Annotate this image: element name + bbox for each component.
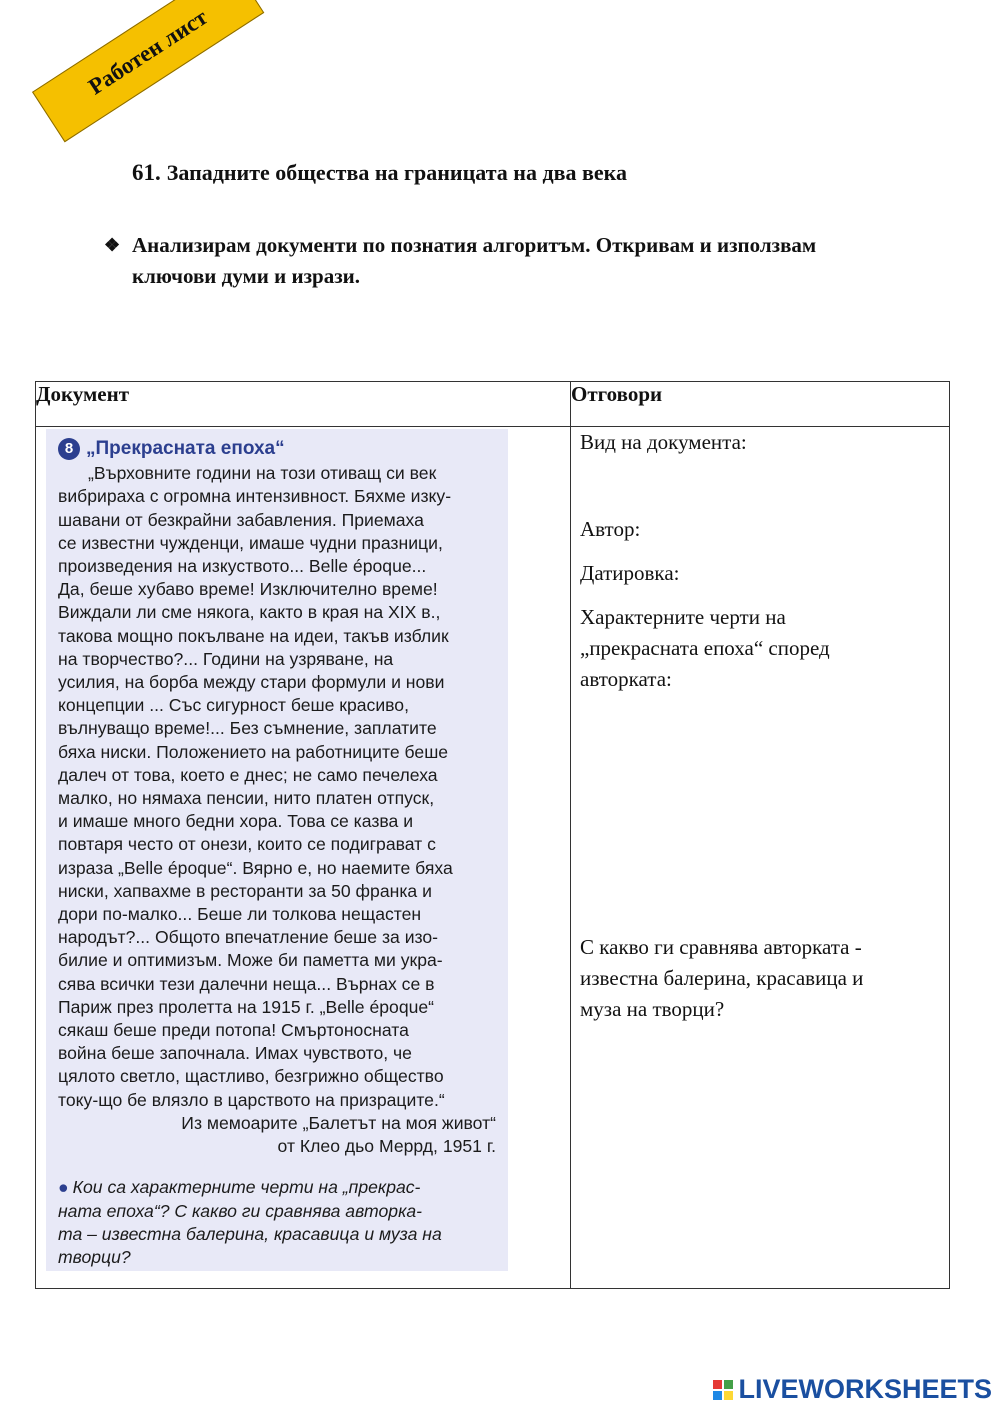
objective-line-1: Анализирам документи по познатия алгоритъм. Откривам и използвам: [132, 233, 817, 257]
lesson-title: [132, 160, 627, 186]
lesson-title-text: Западните общества на границата на два века: [166, 160, 627, 185]
document-line: ниски, хапвахме в ресторанти за 50 франка и: [58, 880, 432, 901]
document-number-badge: 8: [58, 438, 80, 460]
document-question: [58, 1176, 496, 1269]
document-line: бяха ниски. Положението на работниците беше: [58, 741, 449, 762]
document-line: концепции ... Със сигурност беше красиво,: [58, 695, 409, 716]
document-line: се известни чужденци, имаше чудни празници,: [58, 532, 443, 553]
header-answers: Отговори: [571, 382, 950, 427]
document-line: Виждали ли сме някога, както в края на XIX в.,: [58, 602, 441, 623]
document-line: дори по-малко... Беше ли толкова нещастен: [58, 904, 422, 925]
question-line: та – известна балерина, красавица и муза на: [58, 1223, 442, 1244]
banner-label: Работен лист: [83, 4, 212, 100]
document-cell: [36, 427, 571, 1289]
document-line: усилия, на борба между стари формули и нови: [58, 672, 445, 693]
liveworksheets-logo-icon: [713, 1380, 733, 1400]
lesson-objective: [104, 230, 944, 292]
answers-cell: [571, 427, 950, 1289]
document-line: сякаш беше преди потопа! Смъртоносната: [58, 1020, 409, 1041]
document-line: и имаше много бедни хора. Това се казва и: [58, 811, 414, 832]
document-title: „Прекрасната епоха“: [86, 438, 285, 459]
liveworksheets-logo: [713, 1374, 992, 1405]
document-line: далеч от това, което е днес; не само печелеха: [58, 764, 438, 785]
objective-line-2: ключови думи и изрази.: [132, 264, 360, 288]
document-line: израза „Belle époque“. Вярно е, но наемите бяха: [58, 857, 453, 878]
document-line: повтаря често от онези, които се подиграват с: [58, 834, 436, 855]
answer-dating[interactable]: Датировка:: [580, 561, 680, 585]
document-text: [58, 462, 496, 1112]
worksheet-banner: [32, 0, 264, 142]
answer-doc-type[interactable]: Вид на документа:: [580, 430, 747, 454]
document-line: Да, беше хубаво време! Изключително време!: [58, 579, 438, 600]
document-source-1: Из мемоарите „Балетът на моя живот“: [181, 1112, 496, 1133]
document-source-2: от Клео дьо Меррд, 1951 г.: [277, 1136, 496, 1157]
document-heading: [58, 437, 496, 460]
document-line: билие и оптимизъм. Може би паметта ми укра-: [58, 950, 443, 971]
diamond-bullet-icon: ❖: [104, 235, 121, 255]
document-excerpt: [46, 429, 508, 1271]
document-line: народът?... Общото впечатление беше за изо-: [58, 927, 439, 948]
document-line: вибрираха с огромна интензивност. Бяхме изку-: [58, 486, 452, 507]
document-line: произведения на изкуството... Belle époque...: [58, 556, 427, 577]
document-line: „Върховните години на този отиващ си век: [88, 463, 437, 484]
document-line: цялото светло, щастливо, безгрижно общество: [58, 1066, 444, 1087]
question-line: ната епоха“? С какво ги сравнява авторка-: [58, 1200, 423, 1221]
document-line: вълнуващо време!... Без съмнение, заплатите: [58, 718, 437, 739]
document-line: такова мощно покълване на идеи, такъв изблик: [58, 625, 449, 646]
question-bullet-icon: ●: [58, 1177, 69, 1198]
document-line: на творчество?... Години на узряване, на: [58, 648, 394, 669]
question-line: ● Кои са характерните черти на „прекрас-: [58, 1177, 421, 1198]
answer-features[interactable]: Характерните черти на „прекрасната епоха“ според авторката:: [580, 605, 830, 691]
answer-comparison[interactable]: С какво ги сравнява авторката - известна балерина, красавица и муза на творци?: [580, 935, 864, 1021]
document-line: шавани от безкрайни забавления. Приемаха: [58, 509, 424, 530]
document-line: сява всички тези далечни неща... Върнах се в: [58, 973, 435, 994]
document-line: малко, но нямаха пенсии, нито платен отпуск,: [58, 788, 435, 809]
lesson-number: 61.: [132, 160, 161, 185]
worksheet-table: [35, 381, 950, 1289]
answer-author[interactable]: Автор:: [580, 517, 641, 541]
logo-text: LIVEWORKSHEETS: [738, 1374, 992, 1404]
document-line: Париж през пролетта на 1915 г. „Belle époque“: [58, 996, 435, 1017]
question-line: творци?: [58, 1246, 131, 1267]
document-line: война беше започнала. Имах чувството, че: [58, 1043, 412, 1064]
header-document: Документ: [36, 382, 571, 427]
document-line: току-що бе влязло в царството на призраците.“: [58, 1089, 445, 1110]
